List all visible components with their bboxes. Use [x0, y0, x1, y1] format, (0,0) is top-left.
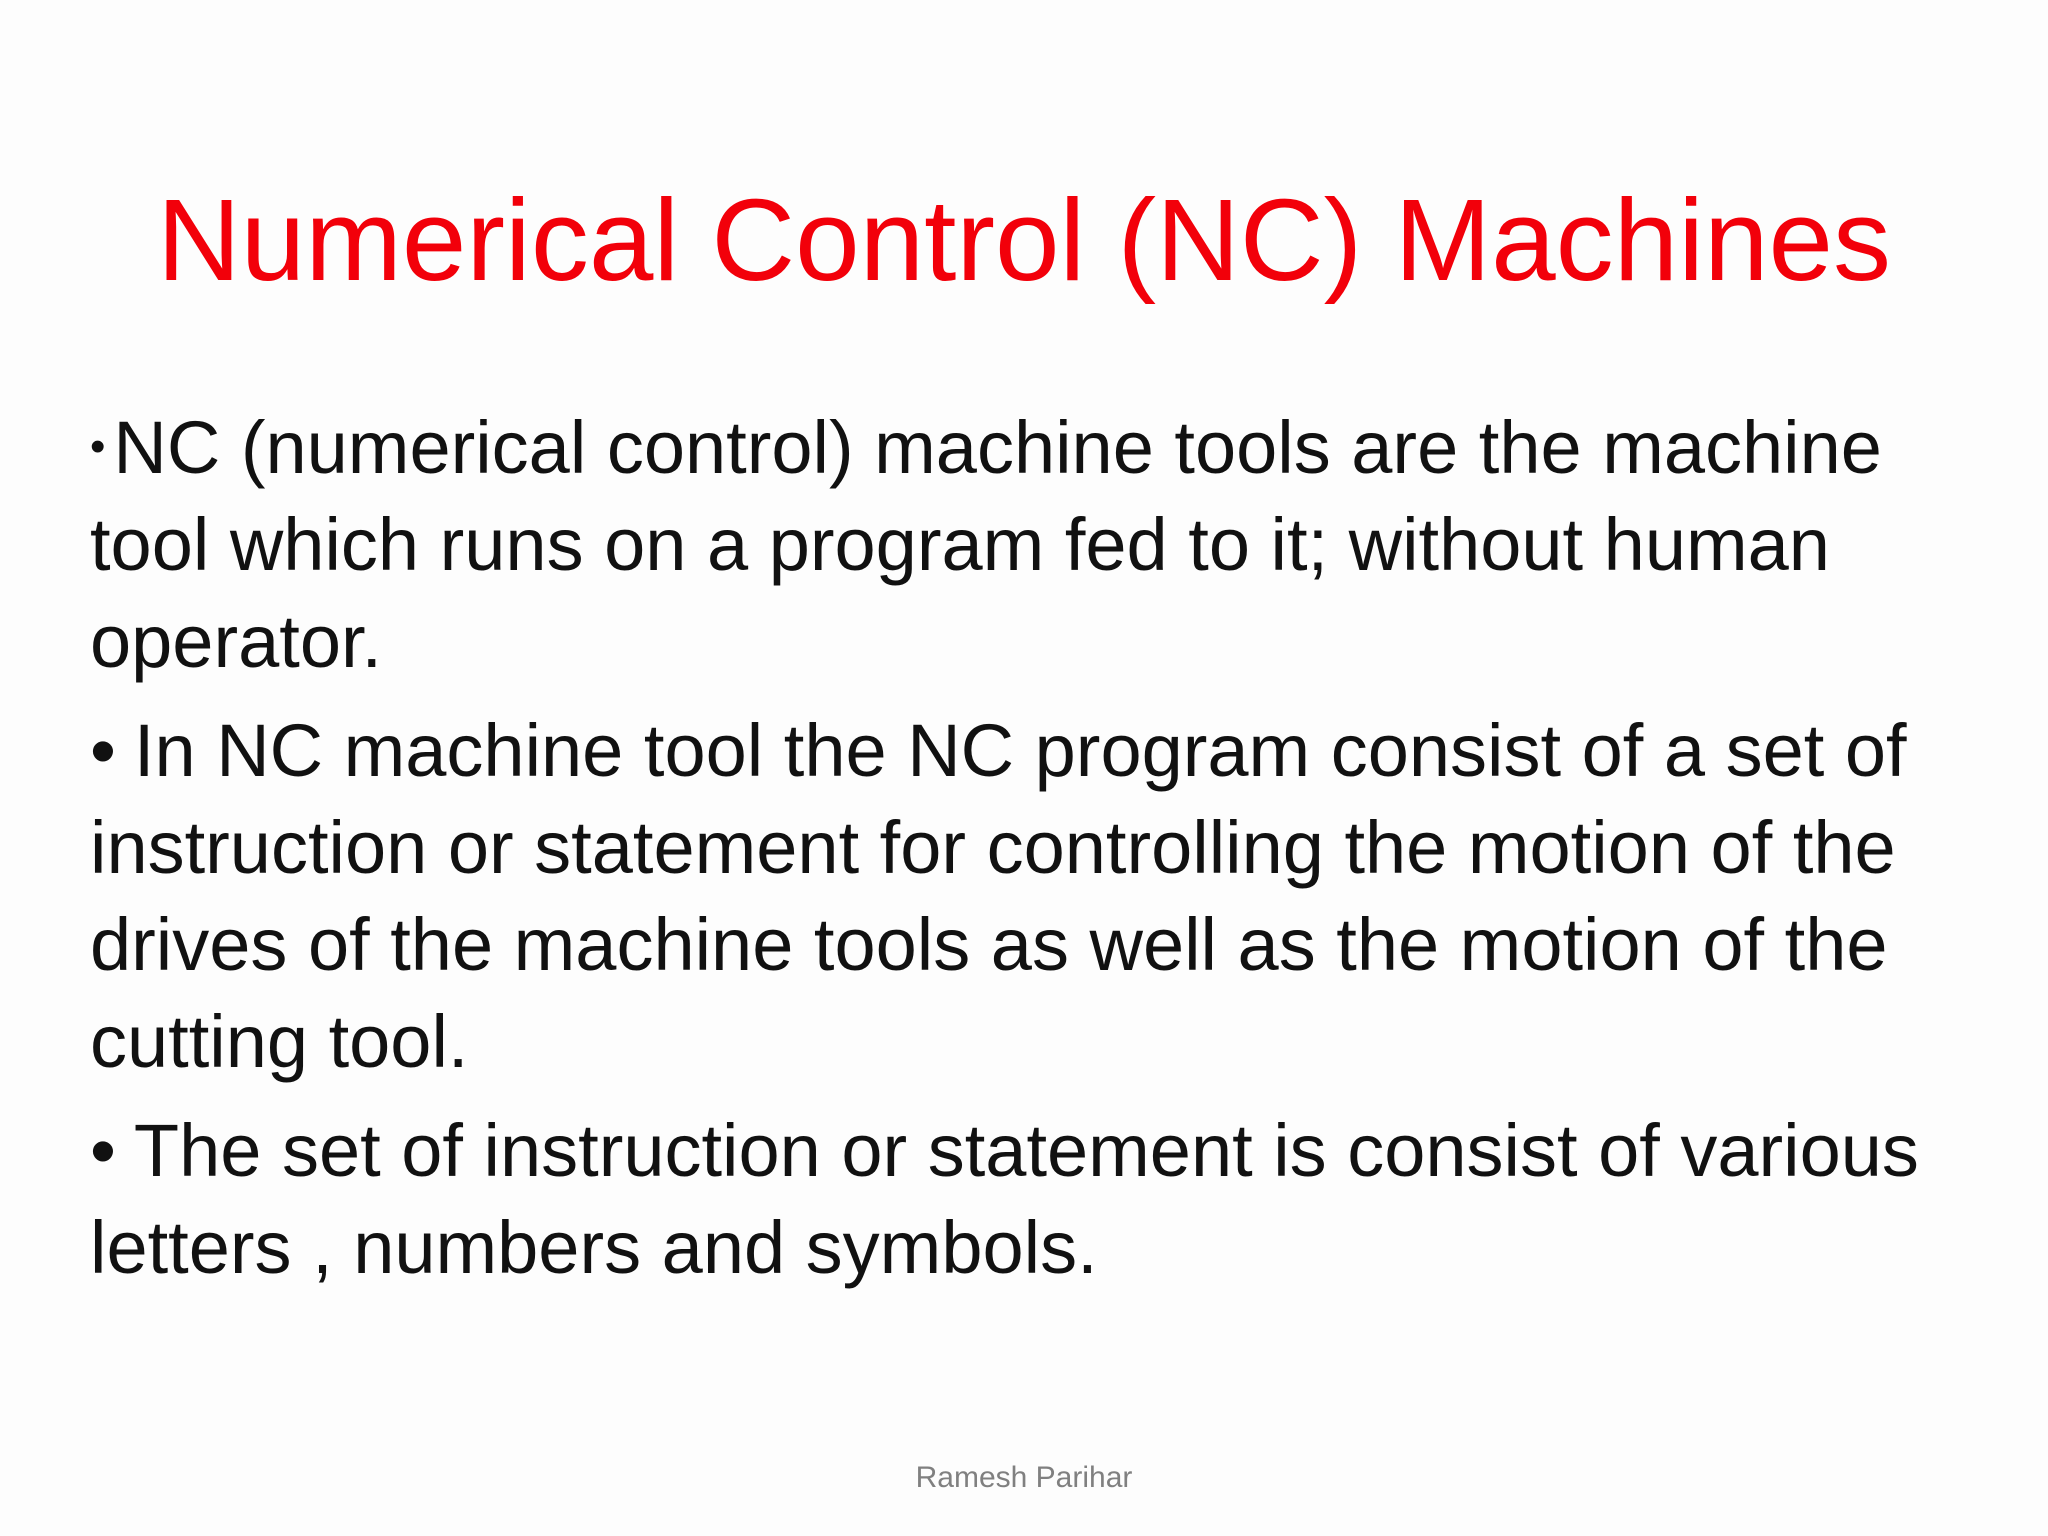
bullet-text: In NC machine tool the NC program consist of a set of instruction or statement for controlling the motion of the drives of the machine tools as well as the motion of the cutting tool. — [90, 709, 1907, 1083]
bullet-list — [90, 398, 1970, 1308]
bullet-marker: • — [90, 422, 106, 471]
bullet-marker: • — [90, 1109, 116, 1192]
bullet-text: NC (numerical control) machine tools are the machine tool which runs on a program fed to it; without human operator. — [90, 406, 1882, 683]
bullet-item — [90, 1102, 1970, 1296]
slide-title: Numerical Control (NC) Machines — [157, 175, 1891, 305]
footer-author: Ramesh Parihar — [915, 1461, 1133, 1494]
bullet-item — [90, 702, 1970, 1090]
bullet-item — [90, 398, 1970, 690]
bullet-text: The set of instruction or statement is consist of various letters , numbers and symbols. — [90, 1109, 1919, 1289]
bullet-marker: • — [90, 709, 116, 792]
